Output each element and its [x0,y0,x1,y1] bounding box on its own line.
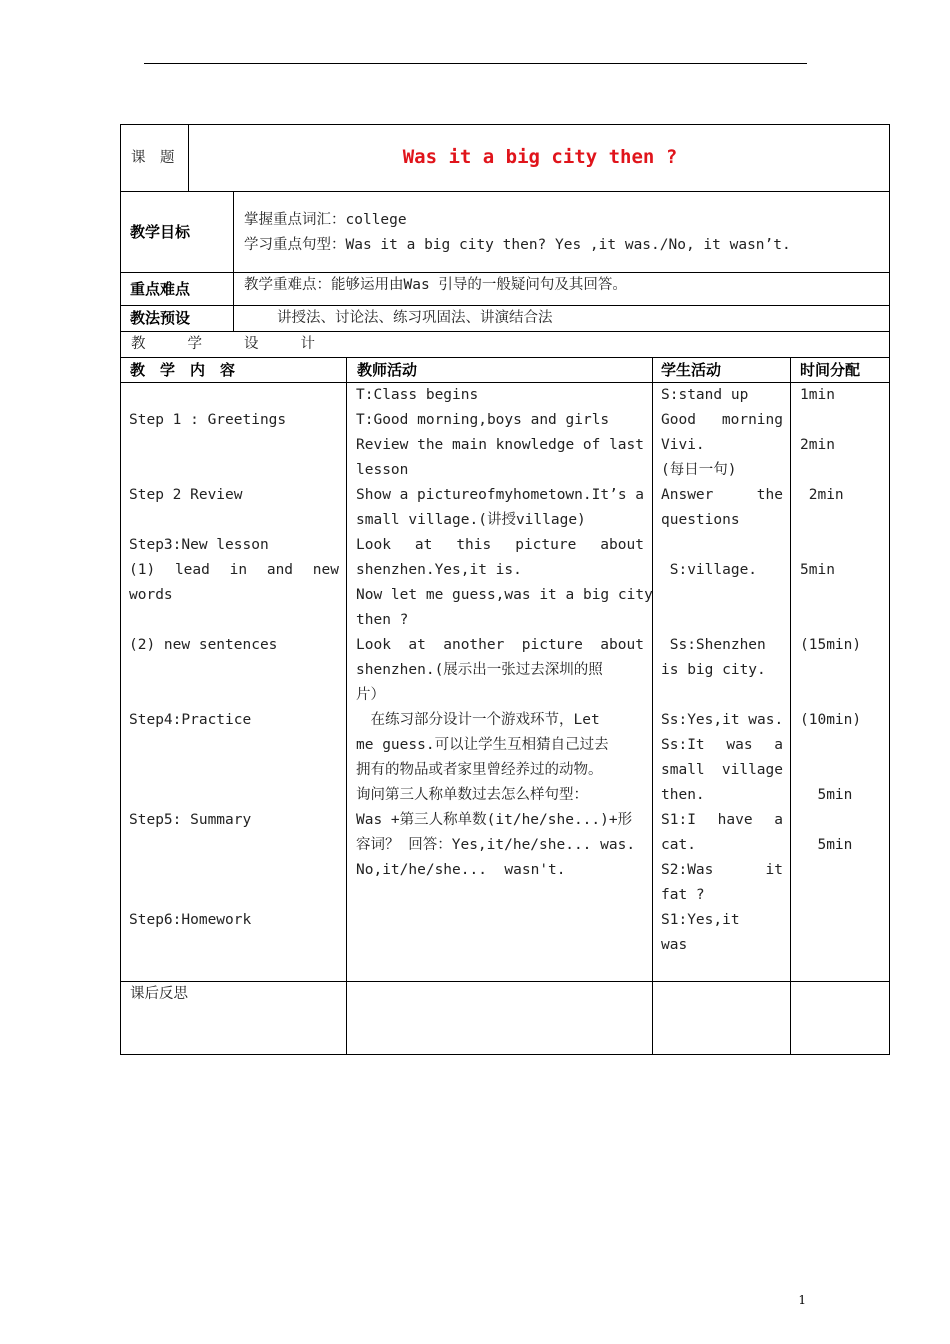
teacher-line: Look at another picture about [356,637,644,653]
teacher-line: Review the main knowledge of last [356,437,644,453]
teacher-line: Look at this picture about [356,537,644,553]
col-divider [233,191,234,331]
time-line [800,683,885,708]
time-line [800,508,885,533]
content-line [129,608,339,633]
content-line: Step 2 Review [129,487,243,503]
teacher-line: 容词？ 回答：Yes,it/he/she... was. [356,837,636,853]
methods-label: 教法预设 [130,309,191,327]
content-line: Step5: Summary [129,812,252,828]
content-line: Step6:Homework [129,912,252,928]
time-line [800,808,885,833]
teacher-line: me guess.可以让学生互相猜自己过去 [356,737,609,753]
student-line: Answer the [661,487,783,503]
key-points-label: 重点难点 [130,280,191,298]
header-content: 教 学 内 容 [130,361,236,379]
student-line [661,583,783,608]
row-divider [120,981,890,982]
header-rule [144,63,807,64]
time-line: 2min [800,437,835,453]
student-line: S2:Was it [661,862,783,878]
methods-text: 讲授法、讨论法、练习巩固法、讲演结合法 [277,310,553,326]
student-line: Ss:Shenzhen [661,637,766,653]
student-line: Vivi. [661,437,705,453]
row-divider [120,357,890,358]
time-column [800,383,885,858]
student-line: was [661,937,688,953]
time-line: 5min [800,562,835,578]
student-line: Ss:Yes,it was. [661,712,784,728]
student-line: S1:Yes,it [661,912,740,928]
teacher-line: 拥有的物品或者家里曾经养过的动物。 [356,762,603,778]
time-line [800,458,885,483]
teacher-line: 片） [356,687,385,703]
teacher-line: Now let me guess,was it a big city [356,587,653,603]
header-teacher: 教师活动 [357,361,418,379]
content-line [129,433,339,458]
student-line: S:stand up [661,387,749,403]
content-line: (2) new sentences [129,637,278,653]
content-line [129,883,339,908]
design-char: 教 [131,336,146,352]
content-line [129,833,339,858]
content-line [129,658,339,683]
student-line [661,683,783,708]
time-line [800,608,885,633]
content-line [129,458,339,483]
student-line: questions [661,512,740,528]
student-line [661,533,783,558]
student-line: (每日一句) [661,462,737,478]
teacher-line: Show a pictureofmyhometown.It’s a [356,487,644,503]
row-divider [120,191,890,192]
time-line [800,733,885,758]
time-line [800,758,885,783]
content-line: Step3:New lesson [129,537,269,553]
student-line: is big city. [661,662,766,678]
teacher-line: T:Good morning,boys and girls [356,412,610,428]
time-line [800,533,885,558]
col-divider [188,124,189,191]
time-line [800,583,885,608]
student-line: then. [661,787,705,803]
teacher-line: T:Class begins [356,387,479,403]
student-line: small village [661,762,783,778]
time-line [800,658,885,683]
student-line: fat ? [661,887,705,903]
time-line [800,408,885,433]
student-line: cat. [661,837,696,853]
content-line [129,858,339,883]
teacher-line: Was +第三人称单数(it/he/she...)+形 [356,812,633,828]
time-line: (15min) [800,637,862,653]
content-line [129,733,339,758]
content-line: (1) lead in and new [129,562,339,578]
header-time: 时间分配 [800,361,861,379]
content-line [129,758,339,783]
teacher-line: then ? [356,612,409,628]
time-line: (10min) [800,712,862,728]
subject-label: 课 题 [131,150,175,166]
student-line: S1:I have a [661,812,783,828]
col-divider [790,357,791,1055]
time-line: 1min [800,387,835,403]
time-line: 5min [800,787,853,803]
design-header [131,332,315,357]
teacher-line: 在练习部分设计一个游戏环节，Let [356,712,600,728]
time-line: 2min [800,487,844,503]
teacher-column [356,383,653,883]
teacher-line: shenzhen.Yes,it is. [356,562,522,578]
col-divider [652,357,653,1055]
col-divider [346,357,347,1055]
objectives-label: 教学目标 [130,223,191,241]
time-line: 5min [800,837,853,853]
page-number: 1 [798,1293,806,1307]
content-line: Step4:Practice [129,712,252,728]
reflection-label: 课后反思 [130,986,188,1002]
content-line [129,783,339,808]
design-char: 设 [244,336,259,352]
content-column [129,383,339,933]
teacher-line: small village.(讲授village) [356,512,586,528]
student-line [661,608,783,633]
design-char: 学 [187,336,202,352]
student-line: Ss:It was a [661,737,783,753]
teacher-line: No,it/he/she... wasn't. [356,862,566,878]
objectives-line1: 掌握重点词汇：college [244,212,407,228]
content-line [129,683,339,708]
teacher-line: shenzhen.(展示出一张过去深圳的照 [356,662,603,678]
lesson-title: Was it a big city then ? [402,146,678,168]
content-line: words [129,587,173,603]
student-line: Good morning [661,412,783,428]
design-char: 计 [300,336,315,352]
teacher-line: 询问第三人称单数过去怎么样句型： [356,787,588,803]
student-line: S:village. [661,562,758,578]
content-line: Step 1 : Greetings [129,412,287,428]
content-line [129,383,339,408]
teacher-line: lesson [356,462,409,478]
content-line [129,508,339,533]
header-student: 学生活动 [661,361,722,379]
objectives-line2: 学习重点句型：Was it a big city then? Yes ,it was./No, it wasn’t. [244,237,791,253]
key-points-text: 教学重难点：能够运用由Was 引导的一般疑问句及其回答。 [244,277,627,293]
student-column [661,383,783,958]
